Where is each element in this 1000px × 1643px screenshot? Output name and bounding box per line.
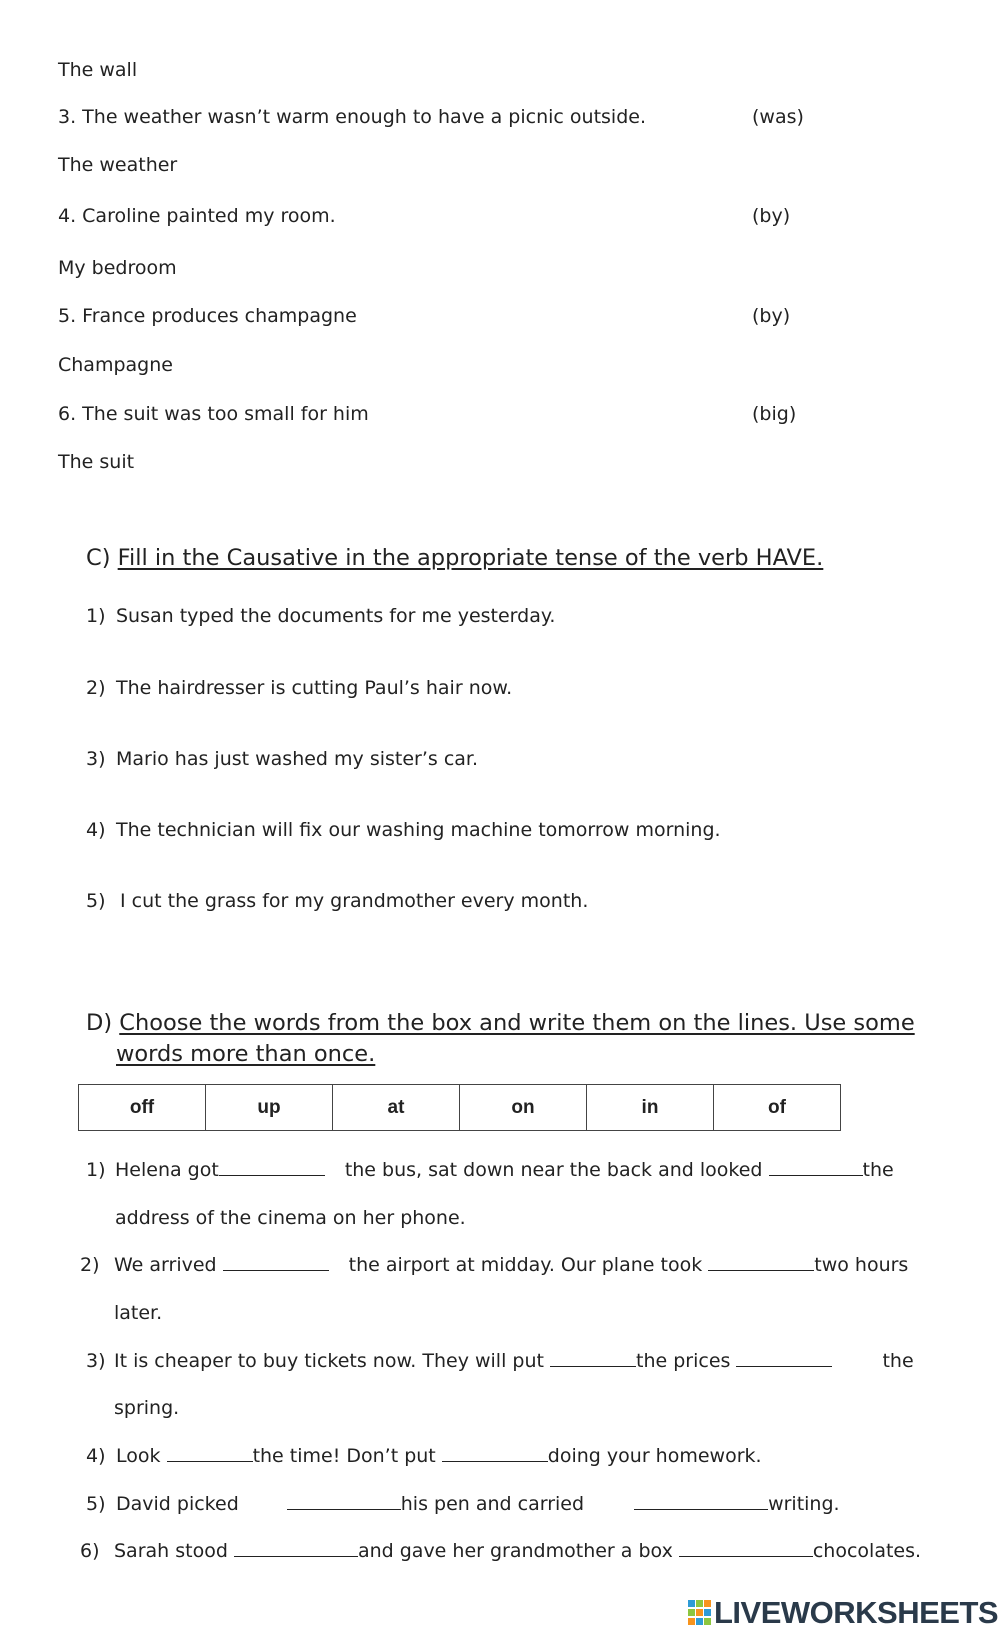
answer-stem: The weather — [58, 154, 178, 176]
sentence-part: Sarah stood — [114, 1540, 228, 1562]
hint-word: (big) — [752, 403, 797, 425]
item-text: The hairdresser is cutting Paul’s hair now. — [116, 677, 513, 699]
answer-blank[interactable] — [550, 1349, 636, 1367]
sentence-part: the bus, sat down near the back and looked — [344, 1159, 763, 1181]
sentence-part: Helena got — [115, 1159, 219, 1181]
answer-stem: Champagne — [58, 354, 173, 376]
fill-sentence — [116, 1492, 840, 1516]
sentence-part: writing. — [768, 1493, 840, 1515]
item-number: 5) — [86, 890, 106, 912]
answer-blank[interactable] — [287, 1492, 401, 1510]
section-d-heading-cont — [116, 1039, 375, 1069]
item-text: Mario has just washed my sister’s car. — [116, 748, 479, 770]
answer-blank[interactable] — [167, 1444, 253, 1462]
item-number: 4) — [86, 1445, 106, 1467]
sentence-part: It is cheaper to buy tickets now. They will put — [114, 1350, 544, 1372]
item-number: 3) — [86, 748, 106, 770]
section-c-heading — [86, 543, 823, 573]
hint-word: (by) — [752, 305, 791, 327]
item-number: 4) — [86, 819, 106, 841]
section-title: words more than once. — [116, 1041, 376, 1067]
list-item — [86, 604, 555, 628]
section-letter: C) — [86, 545, 111, 571]
liveworksheets-logo-icon — [688, 1600, 712, 1626]
liveworksheets-logo — [688, 1596, 998, 1630]
answer-blank[interactable] — [708, 1253, 814, 1271]
answer-blank[interactable] — [223, 1253, 329, 1271]
answer-stem: The suit — [58, 451, 135, 473]
item-text: The technician will fix our washing machine tomorrow morning. — [116, 819, 721, 841]
word-box — [78, 1084, 841, 1131]
item-number: 1) — [86, 605, 106, 627]
item-number: 3) — [86, 1350, 106, 1372]
sentence-part: Look — [116, 1445, 161, 1467]
section-title: Fill in the Causative in the appropriate tense of the verb HAVE. — [117, 545, 824, 571]
sentence-part: We arrived — [114, 1254, 217, 1276]
list-item — [86, 889, 588, 913]
section-d-heading — [86, 1008, 915, 1038]
list-item — [86, 676, 512, 700]
word-cell: off — [79, 1085, 206, 1131]
sentence-part: two hours — [814, 1254, 909, 1276]
item-number: 6) — [80, 1540, 100, 1562]
exercise-sentence: 3. The weather wasn’t warm enough to have a picnic outside. — [58, 106, 646, 128]
word-cell: on — [460, 1085, 587, 1131]
list-item — [86, 747, 478, 771]
sentence-part: the time! Don’t put — [252, 1445, 436, 1467]
answer-stem: The wall — [58, 59, 138, 81]
exercise-sentence: 4. Caroline painted my room. — [58, 205, 336, 227]
item-number: 5) — [86, 1493, 106, 1515]
sentence-part: his pen and carried — [400, 1493, 585, 1515]
word-cell: of — [714, 1085, 841, 1131]
fill-sentence — [115, 1158, 894, 1182]
sentence-part: the airport at midday. Our plane took — [348, 1254, 703, 1276]
sentence-part: the — [882, 1350, 914, 1372]
answer-blank[interactable] — [679, 1539, 813, 1557]
item-number: 2) — [86, 677, 106, 699]
exercise-sentence: 5. France produces champagne — [58, 305, 357, 327]
answer-blank[interactable] — [442, 1444, 548, 1462]
fill-sentence — [114, 1539, 921, 1563]
sentence-continuation: later. — [114, 1302, 163, 1324]
word-cell: up — [206, 1085, 333, 1131]
fill-sentence — [116, 1444, 762, 1468]
item-text: Susan typed the documents for me yesterday. — [116, 605, 556, 627]
answer-blank[interactable] — [634, 1492, 768, 1510]
sentence-part: doing your homework. — [547, 1445, 762, 1467]
hint-word: (by) — [752, 205, 791, 227]
answer-blank[interactable] — [769, 1158, 863, 1176]
sentence-continuation: address of the cinema on her phone. — [115, 1207, 466, 1229]
sentence-part: the — [862, 1159, 894, 1181]
logo-text: LIVEWORKSHEETS — [714, 1595, 999, 1630]
sentence-part: and gave her grandmother a box — [357, 1540, 673, 1562]
fill-sentence — [114, 1253, 908, 1277]
sentence-part: David picked — [116, 1493, 239, 1515]
section-title: Choose the words from the box and write them on the lines. Use some — [119, 1010, 915, 1036]
item-text: I cut the grass for my grandmother every month. — [120, 890, 589, 912]
list-item — [86, 818, 721, 842]
fill-sentence — [114, 1349, 914, 1373]
answer-stem: My bedroom — [58, 257, 177, 279]
sentence-part: the prices — [636, 1350, 731, 1372]
sentence-continuation: spring. — [114, 1397, 180, 1419]
answer-blank[interactable] — [234, 1539, 358, 1557]
word-cell: at — [333, 1085, 460, 1131]
section-letter: D) — [86, 1010, 113, 1036]
sentence-part: chocolates. — [812, 1540, 922, 1562]
item-number: 1) — [86, 1159, 106, 1181]
answer-blank[interactable] — [736, 1349, 832, 1367]
hint-word: (was) — [752, 106, 804, 128]
word-cell: in — [587, 1085, 714, 1131]
answer-blank[interactable] — [219, 1158, 325, 1176]
exercise-sentence: 6. The suit was too small for him — [58, 403, 369, 425]
item-number: 2) — [80, 1254, 100, 1276]
